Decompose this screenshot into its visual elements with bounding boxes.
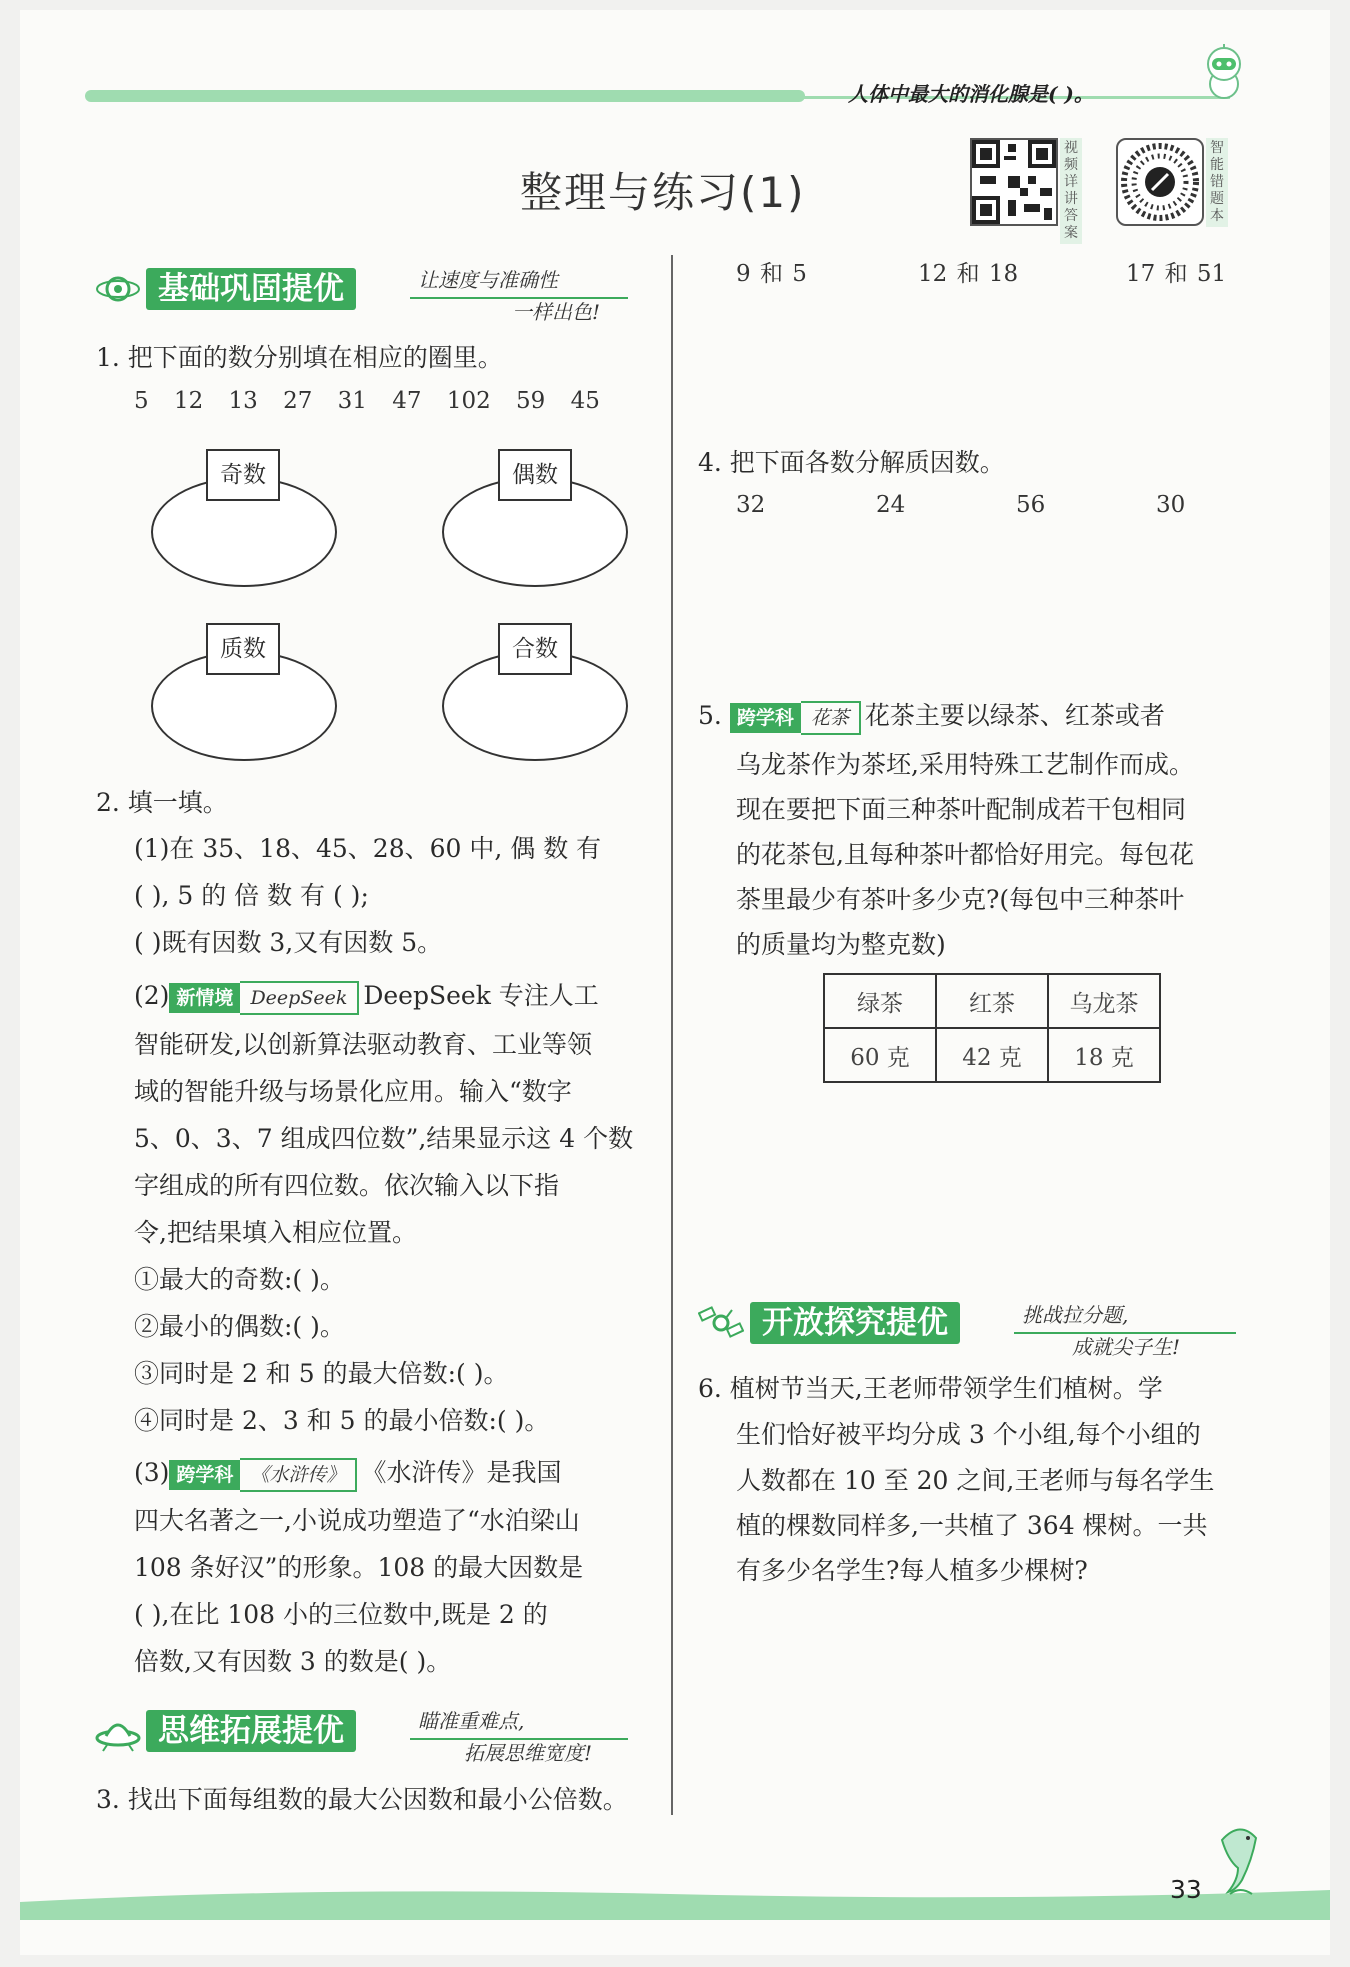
q1-prompt: 1. 把下面的数分别填在相应的圈里。 (96, 343, 503, 372)
q2-p2-line4: 5、0、3、7 组成四位数”,结果显示这 4 个数 (134, 1124, 634, 1153)
q2-p2-text1: DeepSeek 专注人工 (363, 981, 599, 1010)
section-open-title: 开放探究提优 (750, 1302, 960, 1344)
q5-line5: 茶里最少有茶叶多少克?(每包中三种茶叶 (736, 885, 1185, 914)
tag-cross-subject-q5: 跨学科 (730, 703, 801, 733)
q6-line1: 6. 植树节当天,王老师带领学生们植树。学 (698, 1374, 1163, 1403)
qr-miniprogram-label: 智能错题本 (1206, 138, 1228, 227)
q3-prompt: 3. 找出下面每组数的最大公因数和最小公倍数。 (96, 1785, 628, 1814)
q2-item4[interactable]: ④同时是 2、3 和 5 的最小倍数:( )。 (134, 1406, 550, 1435)
q2-p3-line4[interactable]: ( ),在比 108 小的三位数中,既是 2 的 (134, 1600, 548, 1629)
tea-value-green: 60 克 (824, 1028, 936, 1082)
q5-line4: 的花茶包,且每种茶叶都恰好用完。每包花 (736, 840, 1194, 869)
q2-p2-line3: 域的智能升级与场景化应用。输入“数字 (134, 1077, 572, 1106)
page-number: 33 (1170, 1875, 1202, 1904)
planet-icon (95, 270, 141, 308)
robot-mascot-icon (1196, 44, 1252, 104)
odd-label: 奇数 (206, 449, 280, 501)
tag-shuihu: 《水浒传》 (240, 1458, 357, 1492)
tea-value-black: 42 克 (936, 1028, 1048, 1082)
footer-wave (20, 1880, 1330, 1920)
q5-num: 5. (698, 701, 722, 730)
tag-flower-tea: 花茶 (801, 701, 861, 735)
q2-p3-prefix: (3) (134, 1458, 170, 1487)
section-thinking-slogan2: 拓展思维宽度! (464, 1741, 593, 1765)
q2-p3-line3: 108 条好汉”的形象。108 的最大因数是 (134, 1553, 584, 1582)
q2-p2-prefix: (2) (134, 981, 170, 1010)
q3-pair3: 17 和 51 (1126, 261, 1227, 287)
q2-p2-line6: 令,把结果填入相应位置。 (134, 1218, 417, 1247)
tea-table-value-row (824, 1028, 1160, 1082)
q2-p3-text1: 《水浒传》是我国 (361, 1458, 562, 1487)
q1-numbers: 5 12 13 27 31 47 102 59 45 (134, 388, 600, 414)
q3-pair2: 12 和 18 (918, 261, 1019, 287)
section-basic-title: 基础巩固提优 (146, 268, 356, 310)
tag-new-context: 新情境 (169, 983, 240, 1013)
q6-line3: 人数都在 10 至 20 之间,王老师与每名学生 (736, 1466, 1215, 1495)
section-basic-slogan1: 让速度与准确性 (418, 268, 558, 292)
q6-line5: 有多少名学生?每人植多少棵树? (736, 1556, 1088, 1585)
header-bar (85, 90, 805, 102)
q2-p2-line2: 智能研发,以创新算法驱动教育、工业等领 (134, 1030, 592, 1059)
q6-line4: 植的棵数同样多,一共植了 364 棵树。一共 (736, 1511, 1208, 1540)
q2-p1-line3[interactable]: ( )既有因数 3,又有因数 5。 (134, 928, 443, 957)
q2-item3[interactable]: ③同时是 2 和 5 的最大倍数:( )。 (134, 1359, 509, 1388)
qr-code-video[interactable] (970, 138, 1058, 226)
section-open-slogan2: 成就尖子生! (1072, 1335, 1181, 1359)
qr-video-label: 视频详讲答案 (1060, 138, 1082, 244)
q4-prompt: 4. 把下面各数分解质因数。 (698, 448, 1005, 477)
ufo-icon (95, 1714, 141, 1752)
tea-table (823, 973, 1161, 1083)
q4-num3: 56 (1016, 492, 1046, 518)
q2-prompt: 2. 填一填。 (96, 788, 228, 817)
tea-header-oolong: 乌龙茶 (1048, 974, 1160, 1028)
q2-p2-line5: 字组成的所有四位数。依次输入以下指 (134, 1171, 560, 1200)
q2-p3-line1 (134, 1450, 561, 1496)
tea-header-black: 红茶 (936, 974, 1048, 1028)
q3-pair1: 9 和 5 (736, 261, 807, 287)
q2-p3-line2: 四大名著之一,小说成功塑造了“水泊梁山 (134, 1506, 580, 1535)
q5-line1 (698, 693, 1165, 739)
composite-label: 合数 (498, 623, 572, 675)
q5-text1: 花茶主要以绿茶、红茶或者 (864, 701, 1165, 730)
q2-p3-line5[interactable]: 倍数,又有因数 3 的数是( )。 (134, 1647, 452, 1676)
dolphin-icon (1212, 1820, 1268, 1898)
q5-line3: 现在要把下面三种茶叶配制成若干包相同 (736, 795, 1187, 824)
column-divider (671, 255, 673, 1815)
tea-value-oolong: 18 克 (1048, 1028, 1160, 1082)
q5-line2: 乌龙茶作为茶坯,采用特殊工艺制作而成。 (736, 750, 1194, 779)
even-label: 偶数 (498, 449, 572, 501)
section-thinking-slogan1: 瞄准重难点, (418, 1709, 525, 1733)
section-basic-slogan2: 一样出色! (512, 300, 601, 324)
q4-num1: 32 (736, 492, 766, 518)
tea-table-header-row (824, 974, 1160, 1028)
header-tip: 人体中最大的消化腺是( )。 (848, 82, 1094, 106)
q2-p1-line2[interactable]: ( ), 5 的 倍 数 有 ( ); (134, 881, 369, 910)
q2-p2-line1 (134, 973, 599, 1019)
prime-label: 质数 (206, 623, 280, 675)
satellite-icon (698, 1304, 744, 1342)
q5-line6: 的质量均为整克数) (736, 930, 946, 959)
page-title: 整理与练习(1) (520, 168, 806, 217)
q4-num4: 30 (1156, 492, 1186, 518)
q2-item2[interactable]: ②最小的偶数:( )。 (134, 1312, 345, 1341)
qr-code-miniprogram[interactable] (1116, 138, 1204, 226)
section-open-slogan1: 挑战拉分题, (1022, 1303, 1129, 1327)
tag-cross-subject: 跨学科 (169, 1460, 240, 1490)
q4-num2: 24 (876, 492, 906, 518)
tag-deepseek: DeepSeek (240, 981, 359, 1015)
section-thinking-title: 思维拓展提优 (146, 1710, 356, 1752)
q2-p1-line1: (1)在 35、18、45、28、60 中, 偶 数 有 (134, 834, 602, 863)
q6-line2: 生们恰好被平均分成 3 个小组,每个小组的 (736, 1420, 1201, 1449)
q2-item1[interactable]: ①最大的奇数:( )。 (134, 1265, 345, 1294)
tea-header-green: 绿茶 (824, 974, 936, 1028)
